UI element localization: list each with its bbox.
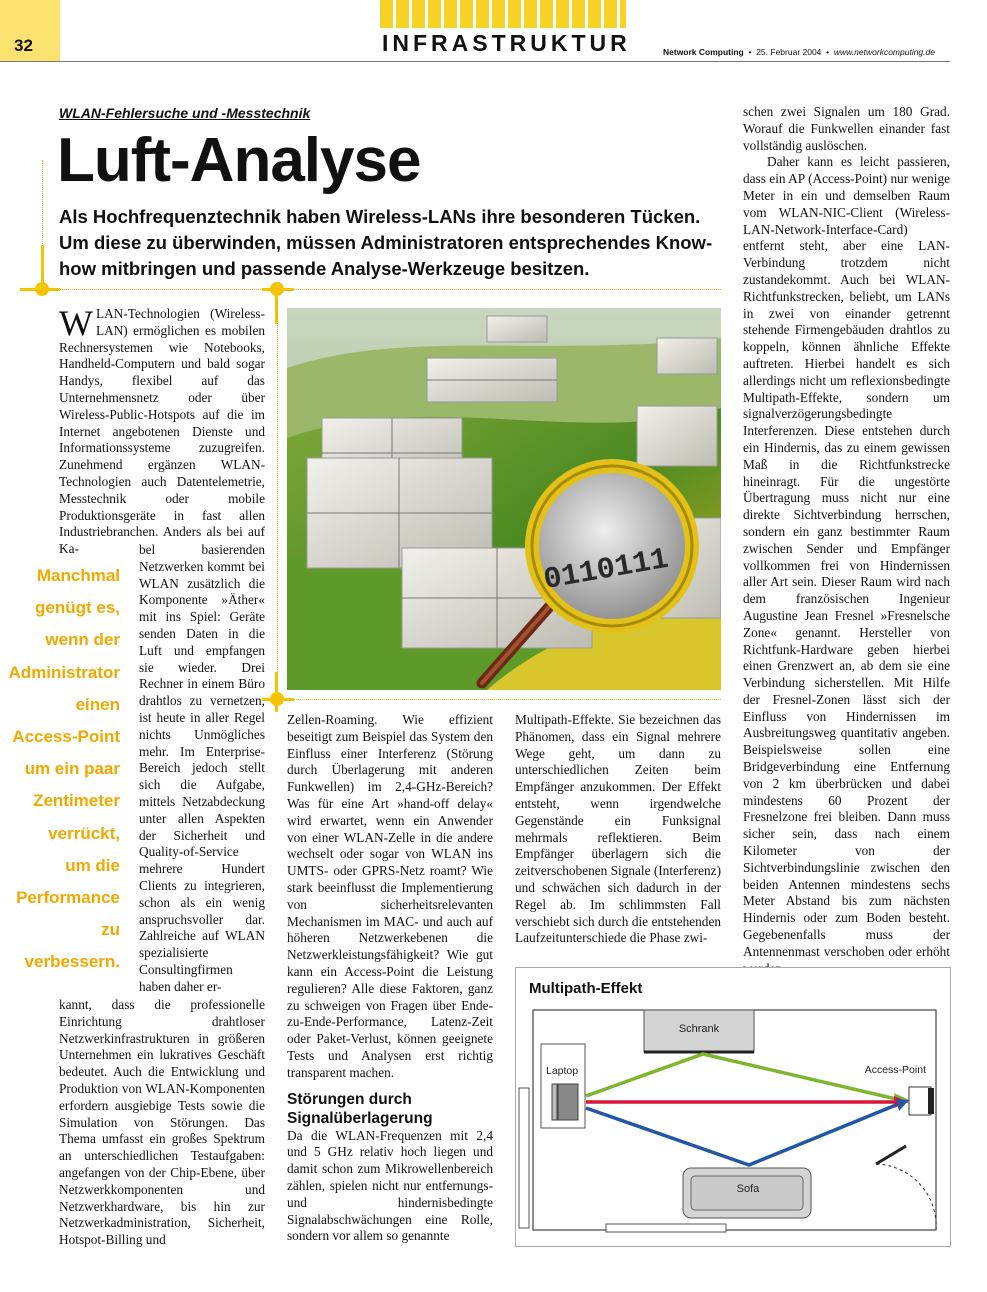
sofa-label: Sofa [736,1183,760,1195]
column-1-top [59,303,265,558]
window [606,1224,726,1232]
article-title: Luft-Analyse [57,126,421,195]
laptop-keyboard [558,1084,578,1120]
access-point-label: Access-Point [864,1064,926,1076]
pull-quote-line: Manchmal [36,566,120,585]
pull-quote-line: wenn der [45,630,120,650]
column-2 [287,712,493,1245]
pull-quote-line: verrückt, [48,823,120,843]
signal-path-blue [586,1105,896,1165]
section-label: INFRASTRUKTUR [382,30,631,56]
article-photo [287,308,721,690]
paragraph: LAN-Technologien (Wireless-LAN) ermöglichen es mobilen Rechnersystemen wie Notebooks, Handheld-Computern und bald sogar Handys, flexibel auf das Unternehmensnetz oder über Wireless-Public-Hotspots auf die im Internet angebotenen Dienste und Informationssysteme zuzugreifen. Zunehmend ergänzen WLAN-Technologien auch Datentelemetrie, Messtechnik oder mobile Produktionsgeräte in fast allen Industriebranchen. Anders als bei auf Ka- [59,306,265,557]
publication-line [663,47,935,57]
pull-quote-line: zu [101,920,120,940]
paragraph: Multipath-Effekte. Sie bezeichnen das Phänomen, dass ein Signal mehrere Wege geht, um dann zu unterschiedlichen Zeiten beim Empfänger anzukommen. Der Effekt entsteht, wenn irgendwelche Gegenstände ein Funksignal mehrmals reflektieren. Beim Empfänger überlagern sich die zeitverschobenen Signale (Interferenz) und schwächen sich dadurch in der Regel ab. Im schlimmsten Fall verschiebt sich durch die entstehenden Laufzeitunterschiede die Phase zwi- [515,712,721,946]
parcel-box [487,316,547,342]
paragraph: Daher kann es leicht passieren, dass ein AP (Access-Point) nur wenige Meter in ein und demselben Raum vom WLAN-NIC-Client (Wireless-LAN-Network-Interface-Card) entfernt steht, aber eine LAN-Verbindung trotzdem nicht zustandekommt. Auch bei WLAN-Richtfunkstrecken, beliebt, um LANs in zwei von einander getrennt stehende Firmengebäuden drahtlos zu koppeln, können ähnliche Effekte auftreten. Hierbei handelt es sich allerdings nicht um reflexionsbedingte Multipath-Effekte, sondern um signalverzögerungsbedingte Interferenzen. Diese entstehen durch ein Hindernis, das zu einem gewissen Maß in die Richtfunkstrecke hineinragt. Für die ungestörte Übertragung muss nicht nur eine direkte Sichtverbindung herrschen, sondern ein ganz bestimmter Raum zwischen Sender und Empfänger vollkommen frei von Hindernissen aller Art sein. Dieser Raum wird nach dem französischen Ingenieur Augustine Jean Fresnel »Fresnelsche Zone« genannt. Hersteller von Richtfunk-Hardware geben hierbei einen Grenzwert an, ab dem sie eine Verbindung sicherstellen. Mit Hilfe der Fresnel-Zonen lässt sich der Einfluss von Hindernissen im Ausbreitungsweg quantitativ angeben. Beispielsweise sollen eine Bridgeverbindung eine Entfernung von 2 km überbrücken und dabei mindestens 60 Prozent der Fresnelzone frei bleiben. Dann muss sicher sein, dass nach einem Kilometer von der Sichtverbindungslinie zwischen den beiden Antennen mindestens sechs Meter Abstand bis zum nächsten Hindernis oder zum Boden besteht. Gegebenenfalls muss der Antennenmast verschoben oder erhöht [743,154,950,959]
multipath-figure [515,967,951,1247]
pull-quote-line: genügt es, [34,598,120,618]
laptop-label: Laptop [546,1065,579,1077]
pull-quote-line: Administrator [8,662,120,682]
parcel-box [657,338,717,374]
pull-quote-line: Access-Point [12,727,120,747]
paragraph: Zellen-Roaming. Wie effizient beseitigt zum Beispiel das System den Einfluss einer Interferenz (Störung durch Überlagerung mit anderen Funkwellen) im 2,4-GHz-Bereich? Was für eine Art »hand-off delay« wird erwartet, wenn ein Anwender von einer WLAN-Zelle in die andere wechselt oder sogar von WLAN ins UMTS- oder GPRS-Netz roamt? Wie stark beeinflusst die Implementierung von sicherheitsrelevanten Mechanismen im MAC- und auch auf höheren Netzwerkebenen die Netzwerkleistungsfähigkeit? Wie gut kann ein Access-Point die Leistung regulieren? Alle diese Faktoren, ganz zu schweigen von Fragen über Ende-zu-Ende-Performance, Latenz-Zeit oder Paket-Verlust, können geeignete Tests und Analysen erst richtig transparent machen. [287,712,493,1080]
desk [519,1088,529,1228]
publication-name: Network Computing [663,47,744,57]
publication-url[interactable]: www.networkcomputing.de [833,47,935,57]
pull-quote-line: verbessern. [24,952,120,972]
door-arc [876,1164,936,1230]
parcel-box [427,358,557,402]
header-rule [0,61,950,62]
column-1-bottom [59,997,265,1249]
deco-bar [275,672,278,712]
pull-quote-line: Performance [16,888,120,908]
column-1-narrow [139,542,265,996]
pull-quote-line: einen [75,694,120,714]
pull-quote-line: Zentimeter [33,791,120,811]
paragraph: kannt, dass die professionelle Einrichtung drahtloser Netzwerkinfrastrukturen in größeren Unternehmen ein lukratives Geschäft bedeutet. Auch die Entwicklung und Produktion von WLAN-Komponenten erfordern ausgiebige Tests sowie die Simulation von Störungen. Das Thema umfasst ein großes Spektrum an unterschiedlichen Testaufgaben: angefangen von der Chip-Ebene, über Netzwerkkomponenten und Netzwerkhardware, bis hin zur Netzwerkadministration, Sicherheit, Hotspot-Billing und [59,997,265,1248]
paragraph: bel basierenden Netzwerken kommt bei WLAN zusätzlich die Komponente »Äther« mit ins Spiel: Geräte senden Daten in die Luft und empfangen sie wieder. Drei Rechner in einem Büro drahtlos zu vernetzen, ist heute in aller Regel nichts Unmögliches mehr. Im Enterprise-Bereich jedoch stellt sich die Aufgabe, mittels Netzabdeckung unter allen Aspekten der Sicherheit und Quality-of-Service mehrere Hundert Clients zu integrieren, schon als ein wenig anspruchsvoller dar. Zahlreiche auf WLAN spezialisierte Consultingfirmen haben daher er- [139,542,265,994]
paragraph: Da die WLAN-Frequenzen mit 2,4 und 5 GHz relativ hoch liegen und damit schon zum Mikrowellenbereich zählen, spielen nicht nur entfernungs- und hindernisbedingte Signalabschwächungen eine Rolle, sondern vor allem so genannte [287,1127,493,1244]
separator: • [748,47,752,57]
pull-quote [6,560,120,979]
paragraph: schen zwei Signalen um 180 Grad. Worauf die Funkwellen einander fast vollständig auslöschen. [743,104,950,153]
signal-paths [586,1054,909,1165]
deco-line [277,300,278,710]
figure-title: Multipath-Effekt [529,980,643,997]
separator: • [826,47,830,57]
access-point-box [909,1087,931,1115]
column-4 [743,104,950,977]
subheading: Störungen durch Signalüberlagerung [287,1090,433,1127]
deco-line [55,289,721,290]
deco-bar [41,245,44,285]
deco-line [290,699,721,700]
article-kicker: WLAN-Fehlersuche und -Messtechnik [59,105,311,121]
signal-path-green [586,1054,896,1099]
deco-bar [262,288,294,291]
deco-bar [20,288,60,291]
page-number: 32 [14,36,33,55]
binary-text: 0110111 [541,542,672,599]
cabinet-label: Schrank [678,1023,720,1035]
parcel-box [637,406,717,466]
article-lead: Als Hochfrequenztechnik haben Wireless-LANs ihre besonderen Tücken. Um diese zu überwinden, müssen Administratoren entsprechendes Know-how mitbringen und passende Analyse-Werkzeuge besitzen. [59,206,713,279]
column-3 [515,712,721,947]
drop-cap: W [59,303,93,343]
pull-quote-line: um die [65,855,120,875]
publication-date: 25. Februar 2004 [756,47,822,57]
pull-quote-line: um ein paar [24,759,120,779]
